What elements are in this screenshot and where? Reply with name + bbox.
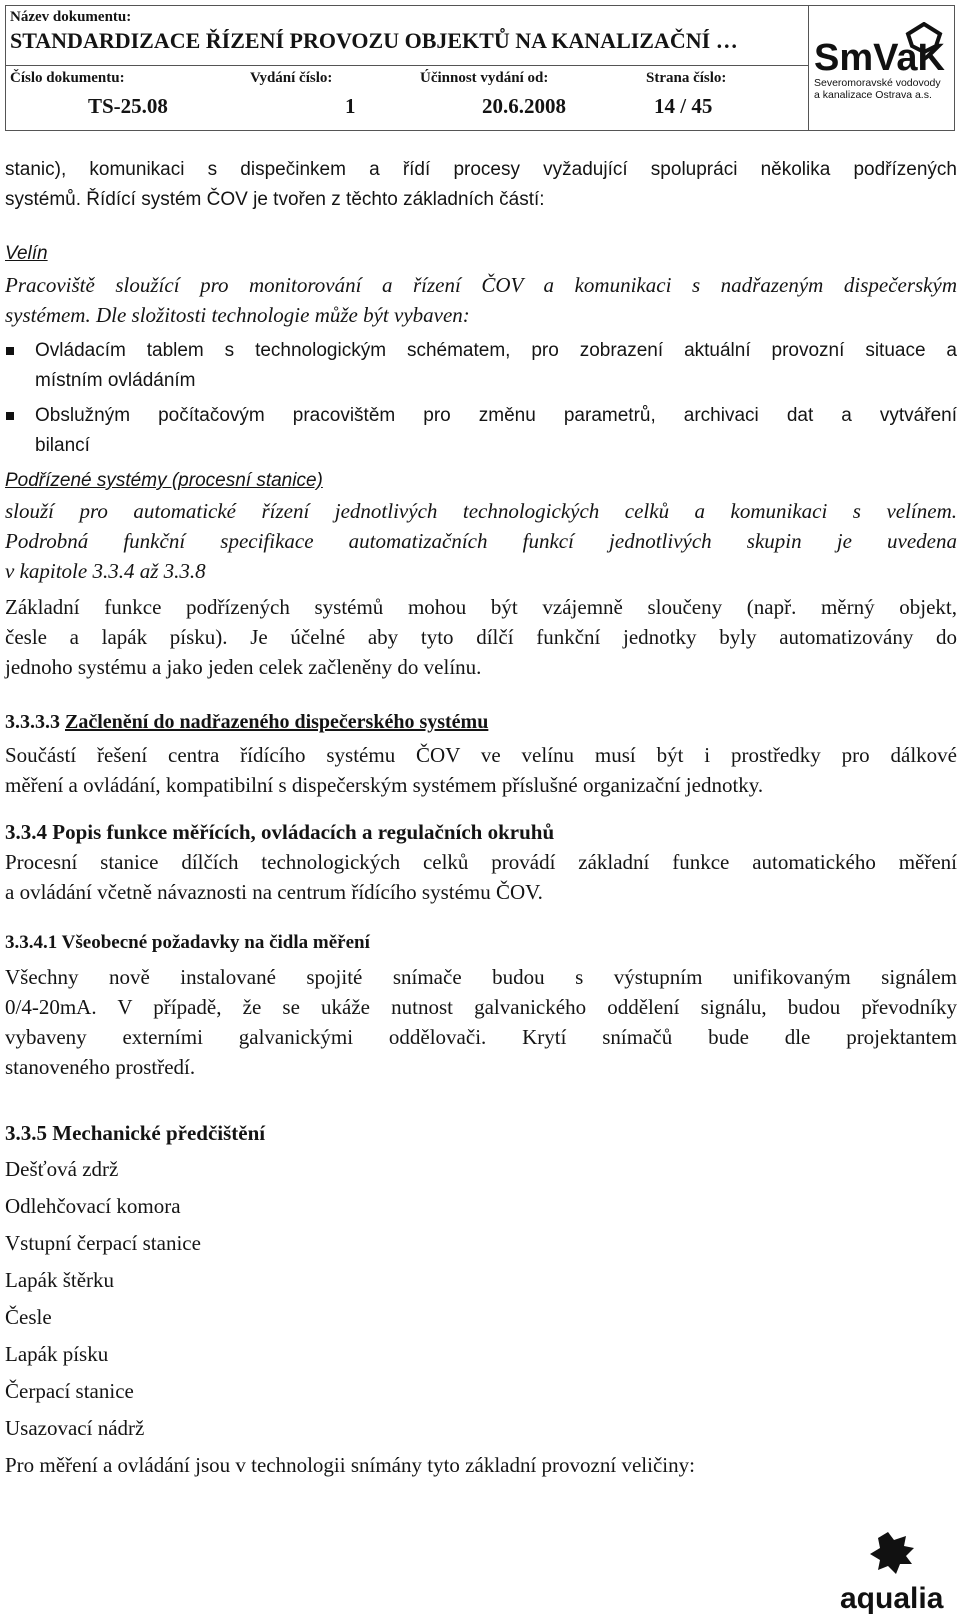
effective-label: Účinnost vydání od: bbox=[420, 70, 549, 86]
doc-name-label: Název dokumentu: bbox=[10, 9, 132, 25]
aqualia-text: aqualia bbox=[840, 1582, 944, 1615]
list-item: Lapák písku bbox=[5, 1342, 109, 1366]
p5-line1: Všechny nově instalované spojité snímače budou s výstupním unifikovaným signálem bbox=[5, 965, 957, 989]
doc-number: TS-25.08 bbox=[88, 94, 168, 118]
section-335-heading: 3.3.5 Mechanické předčištění bbox=[5, 1121, 266, 1145]
subsystems-heading: Podřízené systémy (procesní stanice) bbox=[5, 470, 323, 491]
section-3341-heading: 3.3.4.1 Všeobecné požadavky na čidla měření bbox=[5, 932, 370, 953]
p1-line1: stanic), komunikaci s dispečinkem a řídí procesy vyžadující spolupráci několika podřízených bbox=[5, 159, 957, 180]
subsystems-line1: slouží pro automatické řízení jednotlivých technologických celků a komunikaci s velínem. bbox=[5, 499, 957, 523]
header-title-row bbox=[6, 6, 808, 66]
logo-line1: Severomoravské vodovody bbox=[814, 77, 941, 89]
doc-number-label: Číslo dokumentu: bbox=[10, 70, 125, 86]
header-table bbox=[6, 6, 809, 130]
p2-line2: česle a lapák písku). Je účelné aby tyto dílčí funkční jednotky byly automatizovány do bbox=[5, 625, 957, 649]
page-number: 14 / 45 bbox=[654, 94, 713, 118]
p5-line2: 0/4-20mA. V případě, že se ukáže nutnost galvanického oddělení signálu, budou převodníky bbox=[5, 995, 957, 1019]
bullet-square-icon bbox=[6, 412, 14, 420]
p6-text: Pro měření a ovládání jsou v technologii snímány tyto základní provozní veličiny: bbox=[5, 1453, 695, 1477]
p3-line2: měření a ovládání, kompatibilní s dispečerským systémem příslušné organizační jednotky. bbox=[5, 773, 764, 797]
subsystems-line3: v kapitole 3.3.4 až 3.3.8 bbox=[5, 559, 206, 583]
p4-line1: Procesní stanice dílčích technologických celků provádí základní funkce automatického měření bbox=[5, 850, 957, 874]
page-label: Strana číslo: bbox=[646, 70, 727, 86]
bullet-square-icon bbox=[6, 347, 14, 355]
logo-line2: a kanalizace Ostrava a.s. bbox=[814, 89, 932, 101]
velin-heading: Velín bbox=[5, 243, 48, 264]
issue-number: 1 bbox=[345, 94, 356, 118]
velin-line2: systémem. Dle složitosti technologie může být vybaven: bbox=[5, 303, 470, 327]
list-item: Vstupní čerpací stanice bbox=[5, 1231, 201, 1255]
aqualia-swirl-icon bbox=[870, 1532, 914, 1574]
p4-line2: a ovládání včetně návaznosti na centrum řídícího systému ČOV. bbox=[5, 880, 543, 904]
p5-line3: vybaveny externími galvanickými oddělovači. Krytí snímačů bude dle projektantem bbox=[5, 1025, 957, 1049]
bullet2-line1: Obslužným počítačovým pracovištěm pro změnu parametrů, archivaci dat a vytváření bbox=[35, 405, 957, 426]
subsystems-line2: Podrobná funkční specifikace automatizačních funkcí jednotlivých skupin je uvedena bbox=[5, 529, 957, 553]
p5-line4: stanoveného prostředí. bbox=[5, 1055, 196, 1079]
section-3333-title: Začlenění do nadřazeného dispečerského systému bbox=[65, 711, 489, 733]
section-3333-number: 3.3.3.3 bbox=[5, 711, 60, 733]
bullet1-line2: místním ovládáním bbox=[35, 370, 196, 391]
list-item: Odlehčovací komora bbox=[5, 1194, 181, 1218]
list-item: Lapák štěrku bbox=[5, 1268, 115, 1292]
p3-line1: Součástí řešení centra řídícího systému ČOV ve velínu musí být i prostředky pro dálkové bbox=[5, 743, 957, 767]
velin-line1: Pracoviště sloužící pro monitorování a řízení ČOV a komunikaci s nadřazeným dispečerským bbox=[5, 273, 957, 297]
list-item: Čerpací stanice bbox=[5, 1379, 134, 1403]
section-334-heading: 3.3.4 Popis funkce měřících, ovládacích a regulačních okruhů bbox=[5, 820, 555, 844]
logo-name: SmVaK bbox=[814, 37, 945, 79]
list-item: Usazovací nádrž bbox=[5, 1416, 145, 1440]
effective-date: 20.6.2008 bbox=[482, 94, 566, 118]
p1-line2: systémů. Řídící systém ČOV je tvořen z těchto základních částí: bbox=[5, 189, 545, 210]
issue-label: Vydání číslo: bbox=[250, 70, 333, 86]
p2-line3: jednoho systému a jako jeden celek začleněny do velínu. bbox=[5, 655, 482, 679]
section-3333-heading bbox=[5, 707, 957, 737]
list-item: Česle bbox=[5, 1305, 52, 1329]
bullet2-line2: bilancí bbox=[35, 435, 90, 456]
list-item: Dešťová zdrž bbox=[5, 1157, 119, 1181]
aqualia-logo bbox=[818, 1530, 960, 1616]
doc-name: STANDARDIZACE ŘÍZENÍ PROVOZU OBJEKTŮ NA KANALIZAČNÍ … bbox=[10, 28, 738, 53]
smvak-logo bbox=[812, 22, 948, 102]
bullet1-line1: Ovládacím tablem s technologickým schématem, pro zobrazení aktuální provozní situace a bbox=[35, 340, 957, 361]
p2-line1: Základní funkce podřízených systémů mohou být vzájemně sloučeny (např. měrný objekt, bbox=[5, 595, 957, 619]
